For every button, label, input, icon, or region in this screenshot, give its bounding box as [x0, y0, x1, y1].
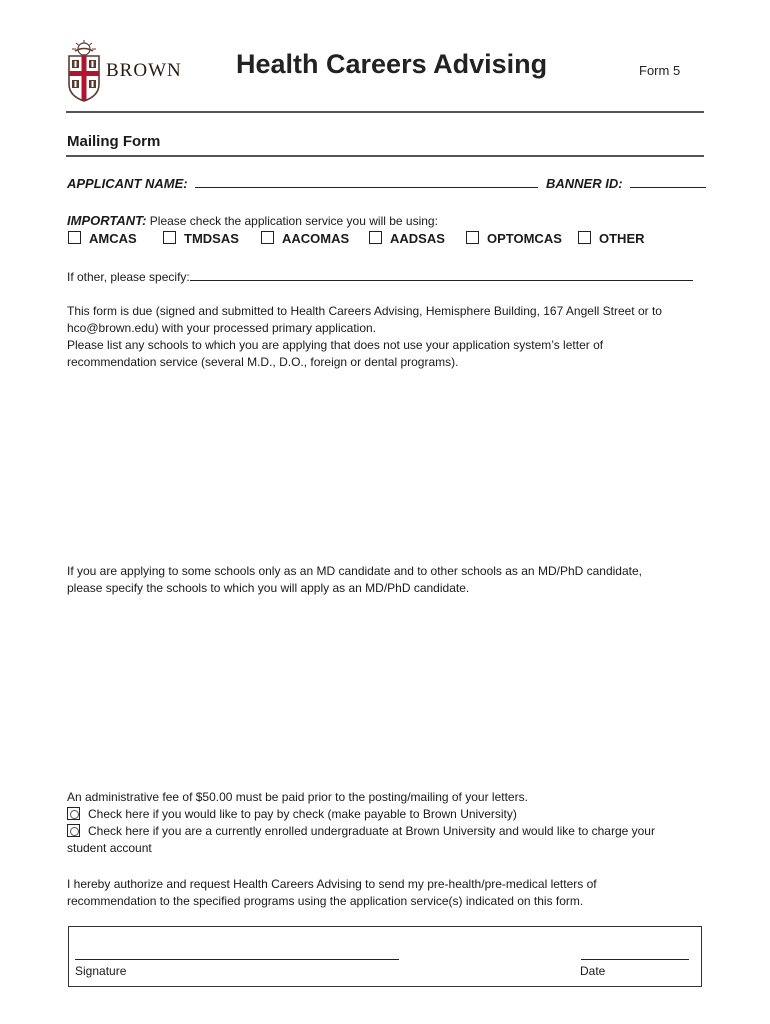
applicant-name-label: APPLICANT NAME:: [67, 176, 188, 191]
banner-id-label: BANNER ID:: [546, 176, 623, 191]
signature-box: [68, 926, 702, 987]
page-title: Health Careers Advising: [236, 49, 548, 79]
date-label: Date: [580, 964, 606, 978]
fee-section: An administrative fee of $50.00 must be paid prior to the posting/mailing of your letters. Check here if you would like to pay by check (make payable to Brown University) Check here if you are a currently enrolled undergraduate at Brown University and would like to charge your student account: [67, 789, 707, 857]
date-line[interactable]: [581, 959, 689, 960]
checkbox-icon[interactable]: [68, 231, 81, 244]
logo-wordmark: BROWN: [106, 60, 182, 81]
banner-row: [546, 175, 706, 193]
form-number: Form 5: [639, 63, 681, 78]
important-text: Please check the application service you will be using:: [149, 214, 438, 228]
header-divider: [66, 111, 704, 113]
important-label: IMPORTANT:: [67, 213, 147, 228]
pay-by-check-option[interactable]: Check here if you would like to pay by check (make payable to Brown University): [67, 806, 707, 823]
brown-shield-icon: [66, 40, 102, 102]
fee-notice: An administrative fee of $50.00 must be paid prior to the posting/mailing of your letters.: [67, 790, 528, 804]
mdphd-schools-area[interactable]: [67, 604, 703, 784]
section-divider: [66, 155, 704, 157]
other-specify-label: If other, please specify:: [67, 270, 190, 284]
checkbox-icon[interactable]: [578, 231, 591, 244]
service-amcas[interactable]: AMCAS: [68, 231, 137, 246]
due-paragraph: This form is due (signed and submitted to Health Careers Advising, Hemisphere Building, 167 Angell Street or to hco@brown.edu) with your processed primary application. Please list any schools to which you are applying that does not use your application system’s letter of recommendation service (several M.D., D.O., foreign or dental programs).: [67, 304, 662, 369]
other-specify-field[interactable]: [190, 268, 693, 281]
signature-label: Signature: [75, 964, 127, 978]
banner-id-field[interactable]: [630, 175, 706, 188]
service-other[interactable]: OTHER: [578, 231, 645, 246]
service-aadsas[interactable]: AADSAS: [369, 231, 445, 246]
checkbox-icon[interactable]: [369, 231, 382, 244]
schools-list-area[interactable]: [67, 376, 703, 551]
service-optomcas[interactable]: OPTOMCAS: [466, 231, 562, 246]
section-title: Mailing Form: [67, 133, 161, 150]
signature-line[interactable]: [75, 959, 399, 960]
charge-account-option[interactable]: Check here if you are a currently enrolled undergraduate at Brown University and would like to charge your: [67, 823, 707, 840]
checkbox-icon[interactable]: [67, 807, 80, 820]
checkbox-icon[interactable]: [261, 231, 274, 244]
applicant-name-field[interactable]: [195, 175, 538, 188]
checkbox-icon[interactable]: [67, 824, 80, 837]
other-specify-row: [67, 268, 693, 286]
service-tmdsas[interactable]: TMDSAS: [163, 231, 239, 246]
checkbox-icon[interactable]: [163, 231, 176, 244]
authorization-paragraph: I hereby authorize and request Health Careers Advising to send my pre-health/pre-medical letters of recommendation to the specified programs using the application service(s) indicated on this form.: [67, 877, 597, 908]
checkbox-icon[interactable]: [466, 231, 479, 244]
important-row: [67, 212, 438, 230]
mdphd-paragraph: If you are applying to some schools only as an MD candidate and to other schools as an MD/PhD candidate, please specify the schools to which you will apply as an MD/PhD candidate.: [67, 564, 642, 595]
service-aacomas[interactable]: AACOMAS: [261, 231, 349, 246]
applicant-row: [67, 175, 538, 193]
